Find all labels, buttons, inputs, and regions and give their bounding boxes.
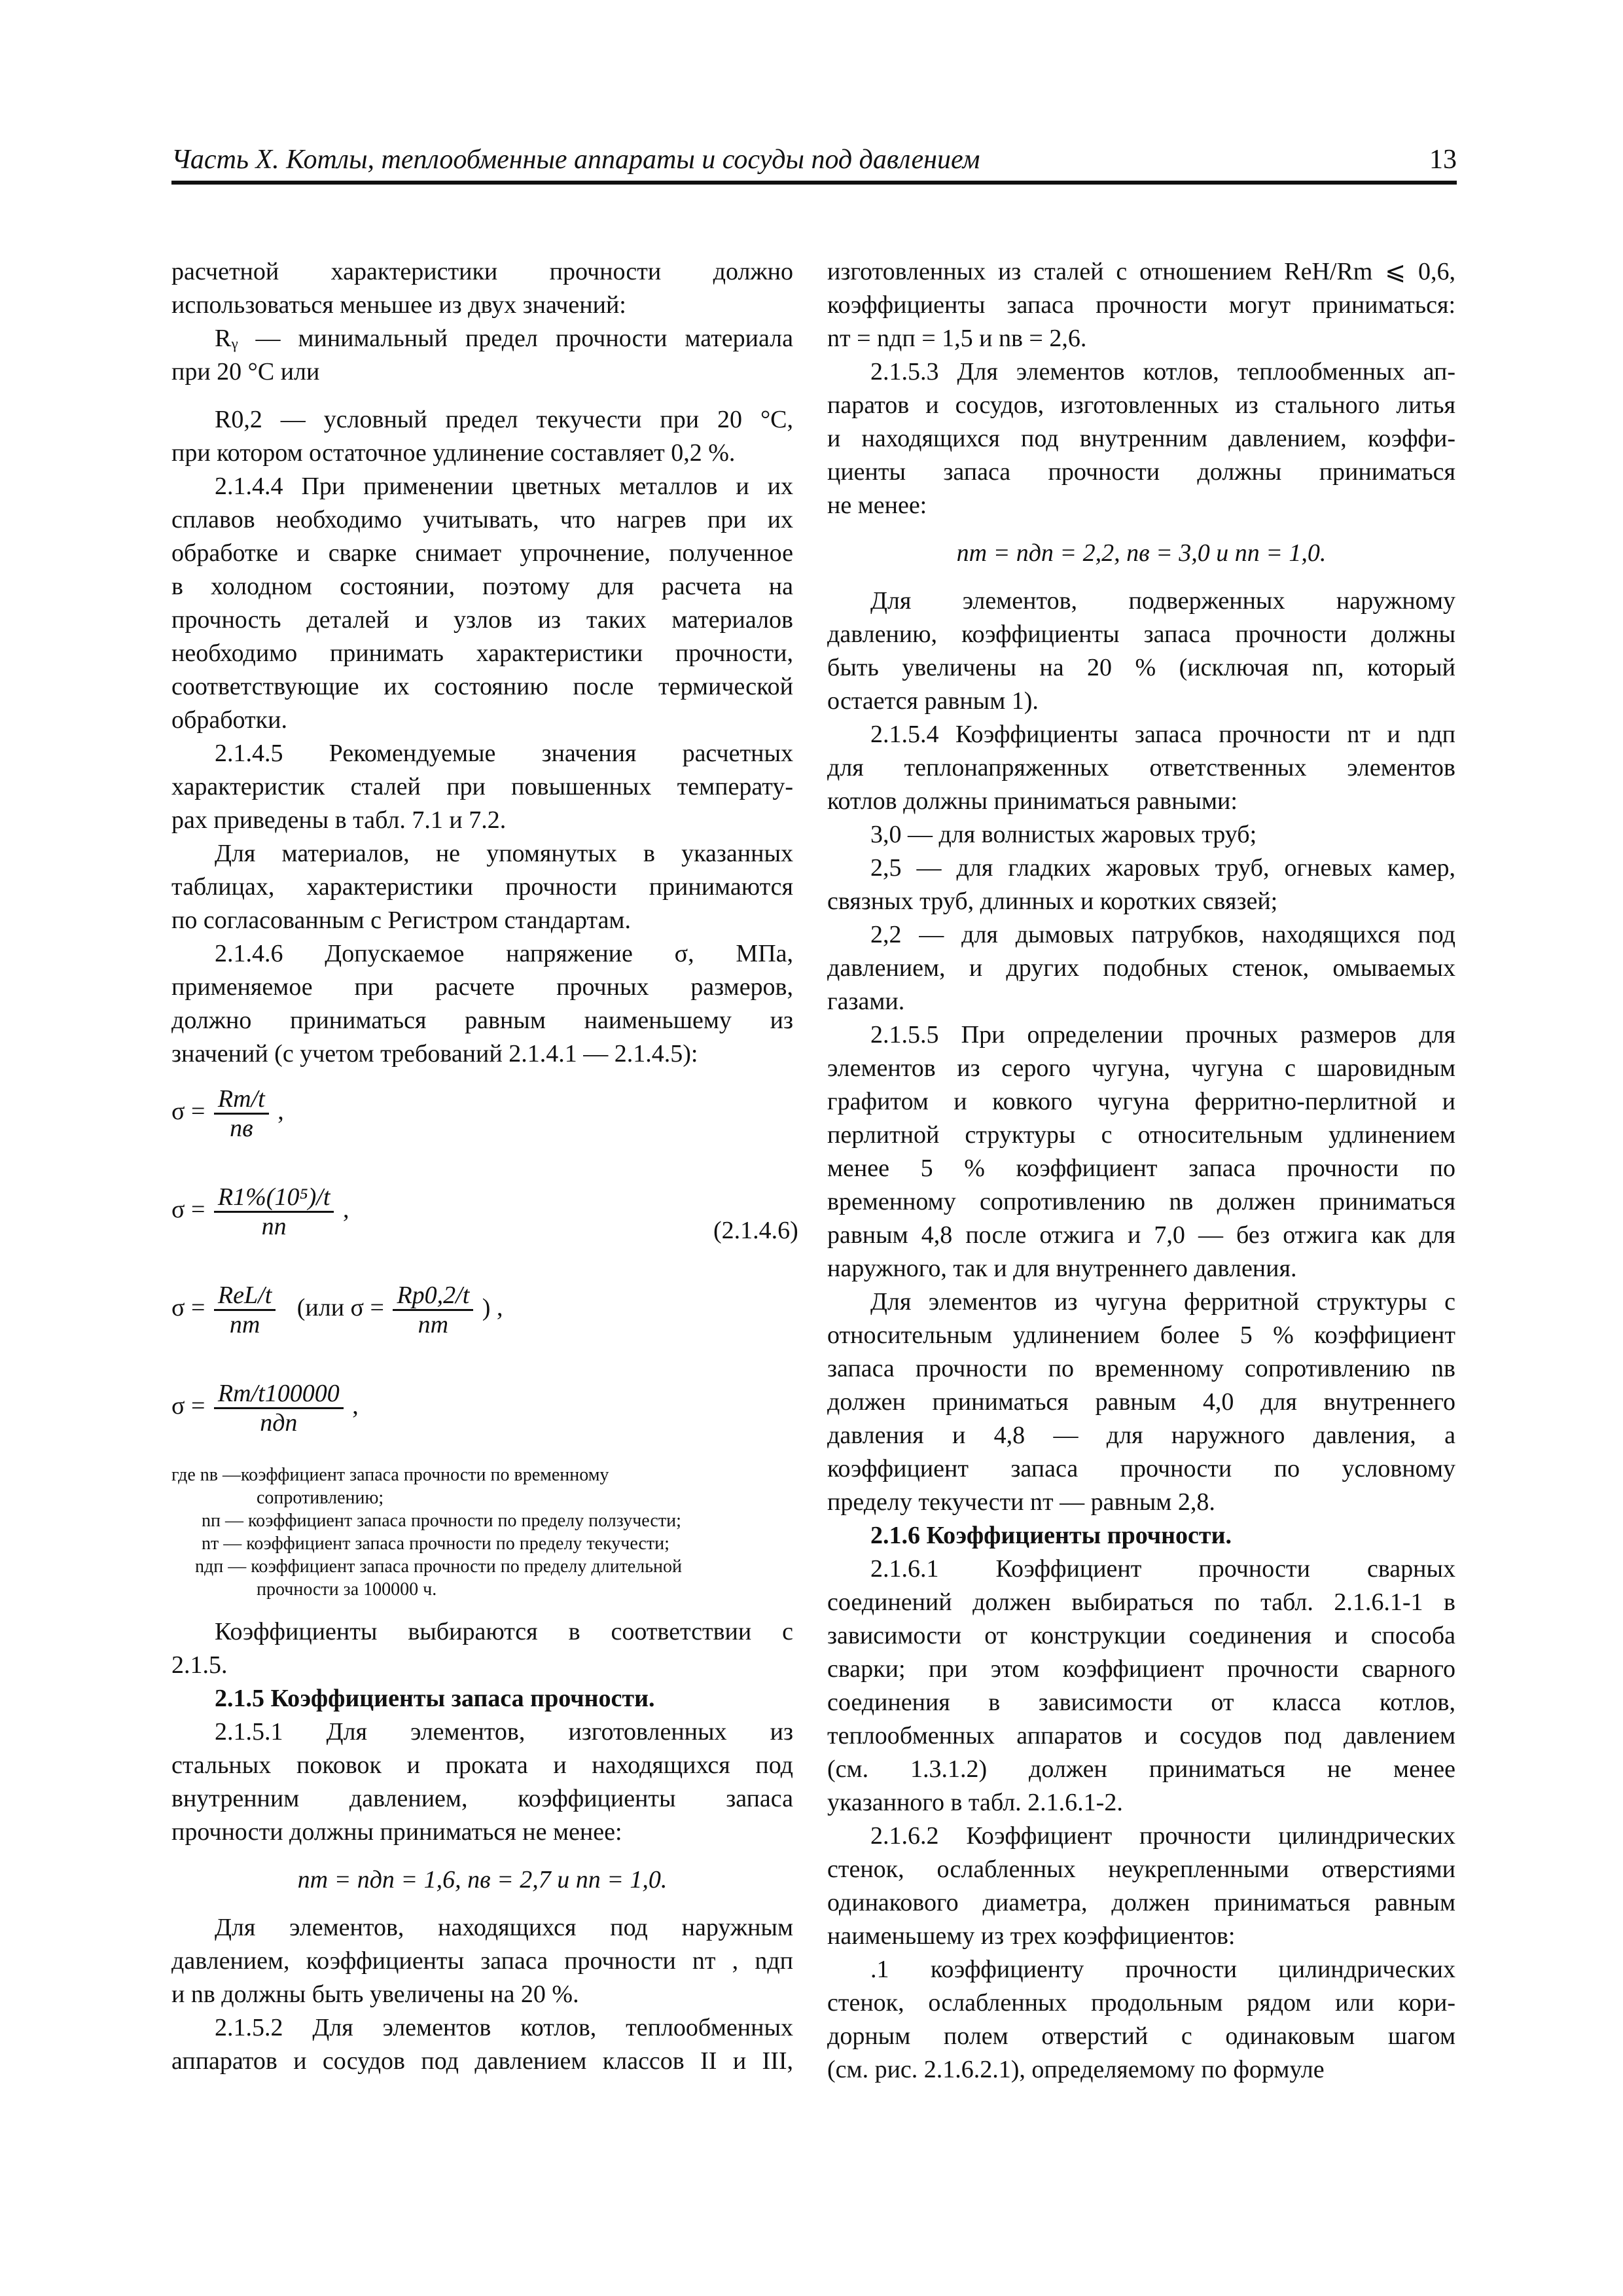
text-line: дорным полем отверстий с одинаковым шагом — [827, 2022, 1455, 2050]
text-line: газами. — [827, 988, 905, 1015]
text-line: давления и 4,8 — для наружного давления, а — [827, 1422, 1455, 1449]
section-2-1-6-2: 2.1.6.2 Коэффициент прочности цилиндрических — [870, 1822, 1455, 1850]
text-line: котлов должны приниматься равными: — [827, 787, 1238, 815]
text-line: перлитной структуры с относительным удлинением — [827, 1121, 1455, 1149]
page-number: 13 — [1429, 145, 1457, 175]
text-line: по согласованным с Регистром стандартам. — [171, 906, 631, 934]
section-2-1-5-5: 2.1.5.5 При определении прочных размеров для — [870, 1021, 1455, 1049]
text-line: применяемое при расчете прочных размеров, — [171, 973, 793, 1001]
running-header — [171, 140, 1457, 185]
text-line: при котором остаточное удлинение составляет 0,2 %. — [171, 439, 736, 467]
text-line: соединений должен выбираться по табл. 2.1.6.1-1 в — [827, 1588, 1455, 1616]
formula-2: σ = $\frac{\text{R1\%(10⁵)/t}}{nn}$ , — [171, 1183, 349, 1240]
text-line: не менее: — [827, 492, 927, 519]
text-line: графитом и ковкого чугуна ферритно-перлитной и — [827, 1088, 1455, 1115]
text-line: и nв должны быть увеличены на 20 %. — [171, 1981, 579, 2008]
text-line: коэффициенты запаса прочности могут приниматься: — [827, 291, 1455, 319]
text-line: для теплонапряженных ответственных элементов — [827, 754, 1455, 781]
text-line: остается равным 1). — [827, 687, 1039, 715]
right-column — [827, 255, 1455, 2087]
equation: nт = nдп = 2,2, nв = 3,0 и nп = 1,0. — [956, 539, 1327, 567]
text-line: прочности должны приниматься не менее: — [171, 1818, 622, 1846]
text-line: коэффициент запаса прочности по условному — [827, 1455, 1455, 1482]
text-line: стенок, ослабленных продольным рядом или кори- — [827, 1989, 1455, 2017]
text-line: необходимо принимать характеристики прочности, — [171, 639, 793, 667]
section-2-1-6-1: 2.1.6.1 Коэффициент прочности сварных — [870, 1555, 1455, 1583]
section-2-1-4-6: 2.1.4.6 Допускаемое напряжение σ, МПа, — [215, 940, 793, 967]
text-line: (см. 1.3.1.2) должен приниматься не менее — [827, 1755, 1455, 1783]
text-line: Коэффициенты выбираются в соответствии с — [215, 1618, 793, 1645]
text-line: указанного в табл. 2.1.6.1-2. — [827, 1789, 1123, 1816]
section-2-1-5-2: 2.1.5.2 Для элементов котлов, теплообменных — [215, 2014, 793, 2041]
text-line: прочность деталей и узлов из таких материалов — [171, 606, 793, 634]
text-line: nт = nдп = 1,5 и nв = 2,6. — [827, 325, 1087, 352]
text-line: наименьшему из трех коэффициентов: — [827, 1922, 1236, 1950]
section-2-1-4-5: 2.1.4.5 Рекомендуемые значения расчетных — [215, 740, 793, 767]
text-line: аппаратов и сосудов под давлением классов II и III, — [171, 2047, 793, 2075]
text-line: пределу текучести nт — равным 2,8. — [827, 1488, 1215, 1516]
text-line: рах приведены в табл. 7.1 и 7.2. — [171, 806, 507, 834]
text-line: характеристик сталей при повышенных температу- — [171, 773, 793, 800]
list-item: .1 коэффициенту прочности цилиндрических — [870, 1956, 1455, 1983]
text-line: запаса прочности по временному сопротивлению nв — [827, 1355, 1455, 1382]
text-line: сварки; при этом коэффициент прочности сварного — [827, 1655, 1455, 1683]
list-item: 2,2 — для дымовых патрубков, находящихся под — [870, 921, 1455, 948]
text-line: должен приниматься равным 4,0 для внутреннего — [827, 1388, 1455, 1416]
text-line: Для элементов, подверженных наружному — [870, 587, 1455, 615]
text-line: сплавов необходимо учитывать, что нагрев при их — [171, 506, 793, 533]
text-line: давлению, коэффициенты запаса прочности должны — [827, 620, 1455, 648]
text-line: расчетной характеристики прочности должно — [171, 258, 793, 285]
text-line: внутренним давлением, коэффициенты запаса — [171, 1785, 793, 1812]
text-line: значений (с учетом требований 2.1.4.1 — 2.1.4.5): — [171, 1040, 698, 1067]
text-line: (см. рис. 2.1.6.2.1), определяемому по формуле — [827, 2056, 1325, 2083]
list-item: 2,5 — для гладких жаровых труб, огневых камер, — [870, 854, 1455, 882]
text-line: одинакового диаметра, должен приниматься равным — [827, 1889, 1455, 1916]
text-line: и находящихся под внутренним давлением, коэффи- — [827, 425, 1455, 452]
section-2-1-5-1: 2.1.5.1 Для элементов, изготовленных из — [215, 1718, 793, 1746]
text-line: циенты запаса прочности должны приниматься — [827, 458, 1455, 486]
left-column — [171, 255, 793, 2078]
formula-4: σ = $\frac{Rm/t100000}{\text{nдп}}$ , — [171, 1380, 359, 1437]
text-line: обработки. — [171, 706, 287, 734]
text-line: связных труб, длинных и коротких связей; — [827, 888, 1278, 915]
text-line: при 20 °С или — [171, 358, 320, 386]
text-line: соединения в зависимости от класса котлов, — [827, 1689, 1455, 1716]
section-heading-2-1-6: 2.1.6 Коэффициенты прочности. — [870, 1522, 1232, 1549]
section-2-1-5-3: 2.1.5.3 Для элементов котлов, теплообменных ап- — [870, 358, 1455, 386]
text-line: R0,2 — условный предел текучести при 20 °С, — [215, 406, 793, 433]
header-title: Часть X. Котлы, теплообменные аппараты и сосуды под давлением — [171, 145, 980, 175]
text-line: относительным удлинением более 5 % коэффициент — [827, 1321, 1455, 1349]
text-line: Для элементов из чугуна ферритной структуры с — [870, 1288, 1455, 1316]
text-line: обработке и сварке снимает упрочнение, полученное — [171, 539, 793, 567]
text-line: наружного, так и для внутреннего давления. — [827, 1255, 1297, 1282]
equation-number: (2.1.4.6) — [713, 1217, 798, 1244]
text-line: паратов и сосудов, изготовленных из стального литья — [827, 391, 1455, 419]
text-line: временному сопротивлению nв должен приниматься — [827, 1188, 1455, 1215]
text-line: Для элементов, находящихся под наружным — [215, 1914, 793, 1941]
text-line: давлением, коэффициенты запаса прочности nт , nдп — [171, 1947, 793, 1975]
text-line: в холодном состоянии, поэтому для расчета на — [171, 573, 793, 600]
text-line: быть увеличены на 20 % (исключая nп, который — [827, 654, 1455, 681]
section-2-1-5-4: 2.1.5.4 Коэффициенты запаса прочности nт и nдп — [870, 721, 1455, 748]
formula-1: σ = $\frac{Rm/t}{nв}$ , — [171, 1085, 284, 1142]
formula-3: σ = $\frac{\text{ReL/t}}{nт}$ (или σ = $\frac{Rp0,2/t}{nт}$ ) , — [171, 1282, 503, 1338]
text-line: теплообменных аппаратов и сосудов под давлением — [827, 1722, 1455, 1749]
text-line: соответствующие их состоянию после термической — [171, 673, 793, 700]
text-line: Rᵧ — минимальный предел прочности материала — [215, 325, 793, 352]
text-line: элементов из серого чугуна, чугуна с шаровидным — [827, 1054, 1455, 1082]
text-line: равным 4,8 после отжига и 7,0 — без отжига как для — [827, 1221, 1455, 1249]
text-line: 2.1.5. — [171, 1651, 228, 1679]
text-line: должно приниматься равным наименьшему из — [171, 1007, 793, 1034]
equation: nт = nдп = 1,6, nв = 2,7 и nп = 1,0. — [297, 1866, 668, 1893]
list-item: 3,0 — для волнистых жаровых труб; — [870, 821, 1257, 848]
text-line: использоваться меньшее из двух значений: — [171, 291, 626, 319]
section-heading-2-1-5: 2.1.5 Коэффициенты запаса прочности. — [215, 1685, 655, 1712]
text-line: зависимости от конструкции соединения и способа — [827, 1622, 1455, 1649]
text-line: давлением, и других подобных стенок, омываемых — [827, 954, 1455, 982]
text-line: Для материалов, не упомянутых в указанных — [215, 840, 793, 867]
text-line: изготовленных из сталей с отношением ReH/Rm ⩽ 0,6, — [827, 258, 1455, 285]
section-2-1-4-4: 2.1.4.4 При применении цветных металлов и их — [215, 473, 793, 500]
formula-legend: где nв —коэффициент запаса прочности по временному сопротивлению; nп — коэффициент запаса прочности по пределу ползучести; nт — коэффициент запаса прочности по пределу текучести; nдп — коэффициент запаса прочности по пределу длительной прочности за 100000 ч. — [171, 1465, 682, 1600]
text-line: таблицах, характеристики прочности принимаются — [171, 873, 793, 901]
text-line: стальных поковок и проката и находящихся под — [171, 1751, 793, 1779]
text-line: стенок, ослабленных неукрепленными отверстиями — [827, 1856, 1455, 1883]
text-line: менее 5 % коэффициент запаса прочности по — [827, 1155, 1455, 1182]
